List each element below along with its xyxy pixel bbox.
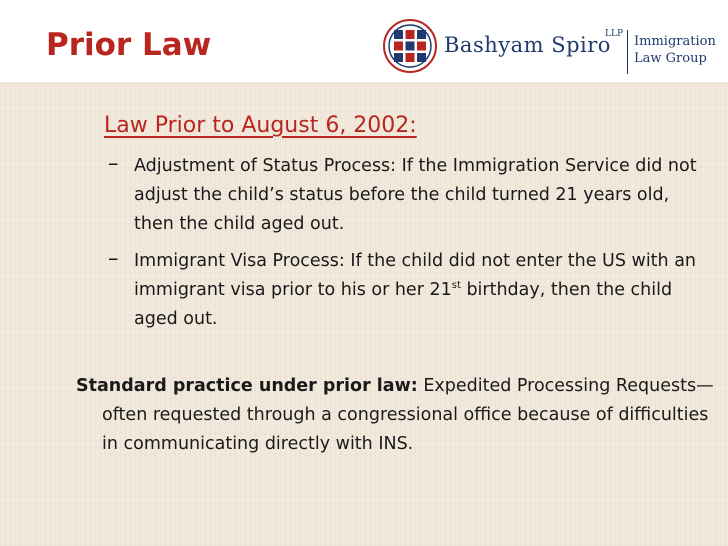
list-item [108, 247, 698, 334]
list-item [108, 152, 698, 239]
section-subheading: Law Prior to August 6, 2002: [104, 113, 417, 138]
standard-practice-paragraph [76, 372, 722, 459]
firm-emblem-icon [382, 18, 438, 74]
practice-group [634, 33, 716, 67]
ordinal-superscript: st [451, 280, 461, 292]
firm-name: Bashyam Spiro [444, 33, 611, 57]
standard-practice-label: Standard practice under prior law: [76, 376, 418, 396]
list-item-text-end: birthday, then the child aged out. [134, 280, 673, 329]
slide-title: Prior Law [46, 27, 212, 63]
dash-bullet-icon: – [108, 246, 119, 270]
practice-group-line-2: Law Group [634, 51, 707, 66]
process-list [108, 152, 698, 342]
standard-practice-text: Expedited Processing Requests—often requested through a congressional office because of difficulties in communicating directly with INS. [102, 376, 714, 454]
logo-divider [627, 30, 628, 74]
firm-logo [382, 18, 718, 76]
list-item-text-start: Immigrant Visa Process: If the child did not enter the US with an immigrant visa prior to his or her 21 [134, 251, 697, 300]
list-item-text: Adjustment of Status Process: If the Immigration Service did not adjust the child’s status before the child turned 21 years old, then the child aged out. [134, 156, 697, 234]
practice-group-line-1: Immigration [634, 34, 716, 49]
list-item-text [134, 247, 698, 334]
dash-bullet-icon: – [108, 151, 119, 175]
firm-suffix: LLP [605, 29, 624, 39]
